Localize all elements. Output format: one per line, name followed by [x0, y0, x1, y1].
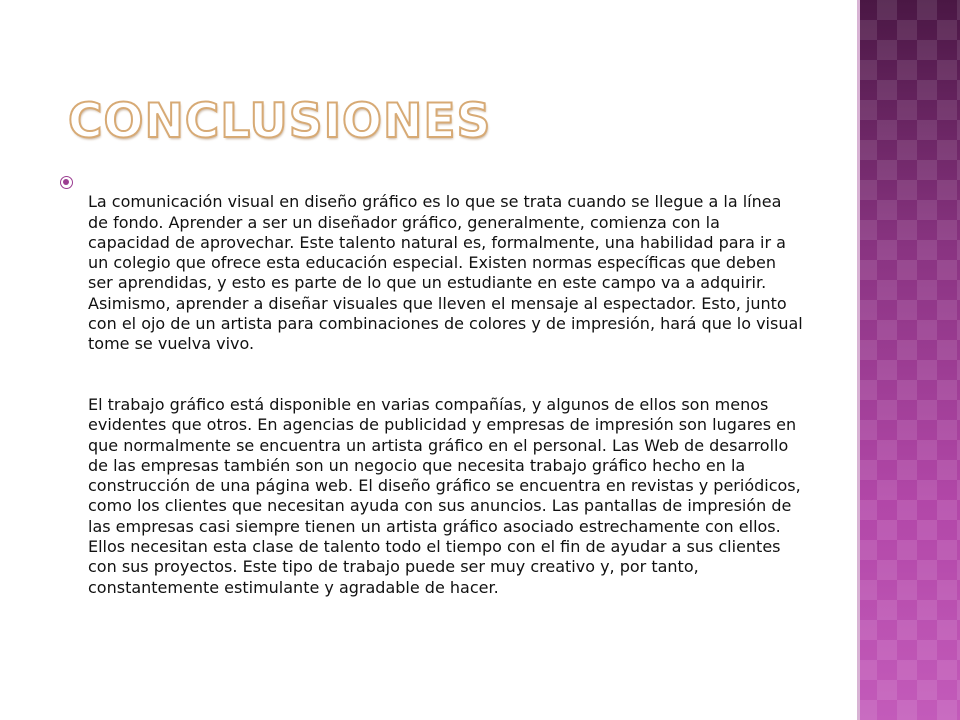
bullet-item-text — [88, 172, 805, 618]
paragraph-1: La comunicación visual en diseño gráfico es lo que se trata cuando se llegue a la línea de fondo. Aprender a ser un diseñador gráfico, generalmente, comienza con la capacidad de aprovechar. Este talento natural es, formalmente, una habilidad para ir a un colegio que ofrece esta educación especial. Existen normas específicas que deben ser aprendidas, y esto es parte de lo que un estudiante en este campo va a adquirir. Asimismo, aprender a diseñar visuales que lleven el mensaje al espectador. Esto, junto con el ojo de un artista para combinaciones de colores y de impresión, hará que lo visual tome se vuelva vivo. — [88, 192, 803, 354]
bullet-list — [60, 172, 805, 618]
circle-bullet-icon — [60, 176, 73, 189]
side-panel-edge — [857, 0, 860, 720]
slide-title: CONCLUSIONES — [68, 94, 492, 149]
paragraph-2: El trabajo gráfico está disponible en varias compañías, y algunos de ellos son menos evidentes que otros. En agencias de publicidad y empresas de impresión son lugares en que normalmente se encuentra un artista gráfico en el personal. Las Web de desarrollo de las empresas también son un negocio que necesita trabajo gráfico hecho en la construcción de una página web. El diseño gráfico se encuentra en revistas y periódicos, como los clientes que necesitan ayuda con sus anuncios. Las pantallas de impresión de las empresas casi siempre tienen un artista gráfico asociado estrechamente con ellos. Ellos necesitan esta clase de talento todo el tiempo con el fin de ayudar a sus clientes con sus proyectos. Este tipo de trabajo puede ser muy creativo y, por tanto, constantemente estimulante y agradable de hacer. — [88, 394, 801, 597]
decorative-side-panel — [857, 0, 960, 720]
